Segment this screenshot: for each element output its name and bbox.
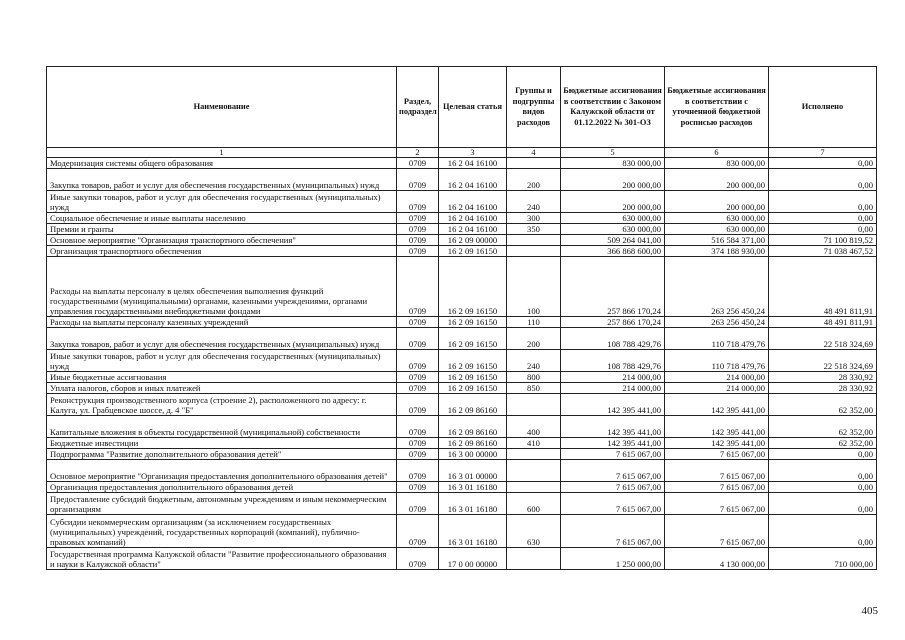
cell-expense-group: 630 bbox=[507, 515, 561, 548]
table-row bbox=[47, 394, 877, 416]
cell-section: 0709 bbox=[397, 416, 439, 438]
cell-target-article: 16 2 04 16100 bbox=[439, 191, 507, 213]
cell-name: Закупка товаров, работ и услуг для обеспечения государственных (муниципальных) нужд bbox=[47, 169, 397, 191]
header-section: Раздел, подраздел bbox=[397, 67, 439, 148]
cell-law-allocation: 7 615 067,00 bbox=[561, 515, 665, 548]
cell-section: 0709 bbox=[397, 548, 439, 570]
cell-section: 0709 bbox=[397, 158, 439, 169]
table-row bbox=[47, 191, 877, 213]
cell-name: Премии и гранты bbox=[47, 224, 397, 235]
cell-target-article: 16 2 09 16150 bbox=[439, 317, 507, 328]
cell-section: 0709 bbox=[397, 350, 439, 372]
cell-target-article: 16 2 09 16150 bbox=[439, 246, 507, 257]
cell-section: 0709 bbox=[397, 246, 439, 257]
cell-section: 0709 bbox=[397, 317, 439, 328]
cell-law-allocation: 257 866 170,24 bbox=[561, 257, 665, 317]
cell-name: Государственная программа Калужской области "Развитие профессионального образования и науки в Калужской области" bbox=[47, 548, 397, 570]
cell-executed: 0,00 bbox=[769, 449, 877, 460]
cell-target-article: 16 2 04 16100 bbox=[439, 224, 507, 235]
cell-name: Капитальные вложения в объекты государственной (муниципальной) собственности bbox=[47, 416, 397, 438]
cell-section: 0709 bbox=[397, 460, 439, 482]
column-number: 2 bbox=[397, 148, 439, 158]
table-row bbox=[47, 438, 877, 449]
cell-section: 0709 bbox=[397, 328, 439, 350]
cell-executed: 0,00 bbox=[769, 493, 877, 515]
cell-name: Иные закупки товаров, работ и услуг для обеспечения государственных (муниципальных) нужд bbox=[47, 350, 397, 372]
cell-executed: 0,00 bbox=[769, 191, 877, 213]
cell-law-allocation: 509 264 041,00 bbox=[561, 235, 665, 246]
cell-refined-allocation: 7 615 067,00 bbox=[665, 515, 769, 548]
table-row bbox=[47, 482, 877, 493]
cell-expense-group: 410 bbox=[507, 438, 561, 449]
cell-name: Иные бюджетные ассигнования bbox=[47, 372, 397, 383]
cell-expense-group: 300 bbox=[507, 213, 561, 224]
cell-refined-allocation: 142 395 441,00 bbox=[665, 394, 769, 416]
cell-refined-allocation: 200 000,00 bbox=[665, 191, 769, 213]
header-group: Группы и подгруппы видов расходов bbox=[507, 67, 561, 148]
cell-refined-allocation: 110 718 479,76 bbox=[665, 328, 769, 350]
cell-target-article: 16 2 09 00000 bbox=[439, 235, 507, 246]
cell-executed: 0,00 bbox=[769, 169, 877, 191]
cell-target-article: 16 3 00 00000 bbox=[439, 449, 507, 460]
cell-expense-group bbox=[507, 235, 561, 246]
cell-target-article: 16 2 09 16150 bbox=[439, 257, 507, 317]
column-number: 3 bbox=[439, 148, 507, 158]
table-row bbox=[47, 235, 877, 246]
table-row bbox=[47, 213, 877, 224]
cell-target-article: 16 2 09 16150 bbox=[439, 350, 507, 372]
cell-law-allocation: 7 615 067,00 bbox=[561, 493, 665, 515]
cell-refined-allocation: 142 395 441,00 bbox=[665, 438, 769, 449]
cell-executed: 28 330,92 bbox=[769, 383, 877, 394]
cell-target-article: 16 2 09 16150 bbox=[439, 372, 507, 383]
cell-law-allocation: 366 868 600,00 bbox=[561, 246, 665, 257]
table-row bbox=[47, 515, 877, 548]
cell-refined-allocation: 214 000,00 bbox=[665, 372, 769, 383]
cell-expense-group: 200 bbox=[507, 169, 561, 191]
cell-expense-group: 850 bbox=[507, 383, 561, 394]
cell-section: 0709 bbox=[397, 169, 439, 191]
cell-name: Предоставление субсидий бюджетным, автономным учреждениям и иным некоммерческим организациям bbox=[47, 493, 397, 515]
cell-target-article: 16 3 01 16180 bbox=[439, 493, 507, 515]
cell-expense-group: 350 bbox=[507, 224, 561, 235]
cell-section: 0709 bbox=[397, 257, 439, 317]
cell-refined-allocation: 200 000,00 bbox=[665, 169, 769, 191]
cell-law-allocation: 142 395 441,00 bbox=[561, 416, 665, 438]
header-target: Целевая статья bbox=[439, 67, 507, 148]
cell-name: Расходы на выплаты персоналу в целях обеспечения выполнения функций государственными (муниципальными) органами, казенными учреждениями, органами управления государственными внебюджетными фондами bbox=[47, 257, 397, 317]
cell-law-allocation: 630 000,00 bbox=[561, 224, 665, 235]
cell-law-allocation: 200 000,00 bbox=[561, 169, 665, 191]
header-law: Бюджетные ассигнования в соответствии с Законом Калужской области от 01.12.2022 № 301-ОЗ bbox=[561, 67, 665, 148]
cell-executed: 71 100 819,52 bbox=[769, 235, 877, 246]
cell-name: Основное мероприятие "Организация предоставления дополнительного образования детей" bbox=[47, 460, 397, 482]
cell-section: 0709 bbox=[397, 515, 439, 548]
cell-target-article: 16 2 04 16100 bbox=[439, 213, 507, 224]
cell-refined-allocation: 214 000,00 bbox=[665, 383, 769, 394]
cell-executed: 0,00 bbox=[769, 460, 877, 482]
cell-law-allocation: 7 615 067,00 bbox=[561, 460, 665, 482]
cell-expense-group: 100 bbox=[507, 257, 561, 317]
budget-sheet bbox=[46, 66, 876, 570]
cell-law-allocation: 1 250 000,00 bbox=[561, 548, 665, 570]
cell-expense-group bbox=[507, 548, 561, 570]
cell-name: Иные закупки товаров, работ и услуг для обеспечения государственных (муниципальных) нужд bbox=[47, 191, 397, 213]
cell-executed: 0,00 bbox=[769, 482, 877, 493]
cell-name: Организация транспортного обеспечения bbox=[47, 246, 397, 257]
cell-executed: 22 518 324,69 bbox=[769, 350, 877, 372]
cell-refined-allocation: 7 615 067,00 bbox=[665, 493, 769, 515]
cell-section: 0709 bbox=[397, 383, 439, 394]
cell-refined-allocation: 7 615 067,00 bbox=[665, 449, 769, 460]
cell-refined-allocation: 263 256 450,24 bbox=[665, 257, 769, 317]
cell-law-allocation: 257 866 170,24 bbox=[561, 317, 665, 328]
header-name: Наименование bbox=[47, 67, 397, 148]
cell-refined-allocation: 830 000,00 bbox=[665, 158, 769, 169]
cell-refined-allocation: 110 718 479,76 bbox=[665, 350, 769, 372]
column-number: 7 bbox=[769, 148, 877, 158]
cell-refined-allocation: 4 130 000,00 bbox=[665, 548, 769, 570]
cell-expense-group bbox=[507, 158, 561, 169]
cell-expense-group: 600 bbox=[507, 493, 561, 515]
cell-name: Модернизация системы общего образования bbox=[47, 158, 397, 169]
column-number: 5 bbox=[561, 148, 665, 158]
cell-section: 0709 bbox=[397, 191, 439, 213]
cell-executed: 48 491 811,91 bbox=[769, 317, 877, 328]
cell-section: 0709 bbox=[397, 394, 439, 416]
table-row bbox=[47, 493, 877, 515]
cell-executed: 62 352,00 bbox=[769, 438, 877, 449]
cell-expense-group bbox=[507, 449, 561, 460]
cell-name: Основное мероприятие "Организация транспортного обеспечения" bbox=[47, 235, 397, 246]
table-row bbox=[47, 383, 877, 394]
cell-expense-group bbox=[507, 246, 561, 257]
header-refined: Бюджетные ассигнования в соответствии с уточненной бюджетной росписью расходов bbox=[665, 67, 769, 148]
cell-section: 0709 bbox=[397, 482, 439, 493]
cell-refined-allocation: 630 000,00 bbox=[665, 224, 769, 235]
budget-table bbox=[46, 66, 877, 570]
cell-refined-allocation: 630 000,00 bbox=[665, 213, 769, 224]
cell-expense-group bbox=[507, 482, 561, 493]
cell-name: Подпрограмма "Развитие дополнительного образования детей" bbox=[47, 449, 397, 460]
cell-target-article: 16 2 04 16100 bbox=[439, 158, 507, 169]
cell-target-article: 16 3 01 16180 bbox=[439, 515, 507, 548]
cell-section: 0709 bbox=[397, 449, 439, 460]
table-row bbox=[47, 460, 877, 482]
cell-refined-allocation: 374 188 930,00 bbox=[665, 246, 769, 257]
cell-section: 0709 bbox=[397, 213, 439, 224]
column-number: 4 bbox=[507, 148, 561, 158]
cell-refined-allocation: 516 584 371,00 bbox=[665, 235, 769, 246]
page-number: 405 bbox=[861, 605, 878, 617]
table-row bbox=[47, 372, 877, 383]
cell-target-article: 16 2 09 16150 bbox=[439, 328, 507, 350]
cell-target-article: 16 2 09 16150 bbox=[439, 383, 507, 394]
cell-executed: 71 038 467,52 bbox=[769, 246, 877, 257]
cell-law-allocation: 830 000,00 bbox=[561, 158, 665, 169]
cell-executed: 48 491 811,91 bbox=[769, 257, 877, 317]
column-number: 6 bbox=[665, 148, 769, 158]
table-row bbox=[47, 169, 877, 191]
cell-expense-group: 200 bbox=[507, 328, 561, 350]
cell-refined-allocation: 7 615 067,00 bbox=[665, 482, 769, 493]
cell-expense-group: 800 bbox=[507, 372, 561, 383]
table-row bbox=[47, 328, 877, 350]
cell-law-allocation: 7 615 067,00 bbox=[561, 449, 665, 460]
cell-law-allocation: 214 000,00 bbox=[561, 372, 665, 383]
table-row bbox=[47, 246, 877, 257]
cell-refined-allocation: 7 615 067,00 bbox=[665, 460, 769, 482]
cell-name: Закупка товаров, работ и услуг для обеспечения государственных (муниципальных) нужд bbox=[47, 328, 397, 350]
cell-name: Уплата налогов, сборов и иных платежей bbox=[47, 383, 397, 394]
cell-target-article: 16 2 04 16100 bbox=[439, 169, 507, 191]
table-row bbox=[47, 449, 877, 460]
cell-executed: 22 518 324,69 bbox=[769, 328, 877, 350]
cell-expense-group bbox=[507, 460, 561, 482]
cell-law-allocation: 200 000,00 bbox=[561, 191, 665, 213]
cell-executed: 0,00 bbox=[769, 213, 877, 224]
cell-refined-allocation: 142 395 441,00 bbox=[665, 416, 769, 438]
cell-law-allocation: 142 395 441,00 bbox=[561, 394, 665, 416]
cell-section: 0709 bbox=[397, 372, 439, 383]
cell-executed: 62 352,00 bbox=[769, 416, 877, 438]
cell-expense-group bbox=[507, 394, 561, 416]
cell-name: Расходы на выплаты персоналу казенных учреждений bbox=[47, 317, 397, 328]
cell-name: Субсидии некоммерческим организациям (за исключением государственных (муниципальных) учреждений, государственных корпораций (компаний), публично-правовых компаний) bbox=[47, 515, 397, 548]
column-number-row bbox=[47, 148, 877, 158]
cell-name: Организация предоставления дополнительного образования детей bbox=[47, 482, 397, 493]
cell-section: 0709 bbox=[397, 224, 439, 235]
table-row bbox=[47, 158, 877, 169]
cell-executed: 0,00 bbox=[769, 515, 877, 548]
cell-law-allocation: 214 000,00 bbox=[561, 383, 665, 394]
cell-name: Социальное обеспечение и иные выплаты населению bbox=[47, 213, 397, 224]
header-row bbox=[47, 67, 877, 148]
cell-section: 0709 bbox=[397, 493, 439, 515]
cell-expense-group: 240 bbox=[507, 350, 561, 372]
cell-executed: 0,00 bbox=[769, 224, 877, 235]
cell-law-allocation: 108 788 429,76 bbox=[561, 328, 665, 350]
cell-section: 0709 bbox=[397, 438, 439, 449]
cell-target-article: 16 2 09 86160 bbox=[439, 394, 507, 416]
table-row bbox=[47, 224, 877, 235]
cell-executed: 0,00 bbox=[769, 158, 877, 169]
cell-target-article: 17 0 00 00000 bbox=[439, 548, 507, 570]
cell-executed: 62 352,00 bbox=[769, 394, 877, 416]
cell-expense-group: 240 bbox=[507, 191, 561, 213]
cell-expense-group: 110 bbox=[507, 317, 561, 328]
cell-law-allocation: 108 788 429,76 bbox=[561, 350, 665, 372]
cell-law-allocation: 7 615 067,00 bbox=[561, 482, 665, 493]
cell-name: Реконструкция производственного корпуса (строение 2), расположенного по адресу: г. Калуга, ул. Грабцевское шоссе, д. 4 "Б" bbox=[47, 394, 397, 416]
cell-target-article: 16 2 09 86160 bbox=[439, 438, 507, 449]
table-row bbox=[47, 548, 877, 570]
cell-target-article: 16 3 01 16180 bbox=[439, 482, 507, 493]
table-row bbox=[47, 257, 877, 317]
cell-target-article: 16 2 09 86160 bbox=[439, 416, 507, 438]
table-row bbox=[47, 416, 877, 438]
cell-section: 0709 bbox=[397, 235, 439, 246]
header-executed: Исполнено bbox=[769, 67, 877, 148]
cell-law-allocation: 630 000,00 bbox=[561, 213, 665, 224]
cell-name: Бюджетные инвестиции bbox=[47, 438, 397, 449]
table-row bbox=[47, 317, 877, 328]
cell-executed: 28 330,92 bbox=[769, 372, 877, 383]
cell-refined-allocation: 263 256 450,24 bbox=[665, 317, 769, 328]
cell-target-article: 16 3 01 00000 bbox=[439, 460, 507, 482]
column-number: 1 bbox=[47, 148, 397, 158]
cell-executed: 710 000,00 bbox=[769, 548, 877, 570]
cell-law-allocation: 142 395 441,00 bbox=[561, 438, 665, 449]
table-row bbox=[47, 350, 877, 372]
cell-expense-group: 400 bbox=[507, 416, 561, 438]
